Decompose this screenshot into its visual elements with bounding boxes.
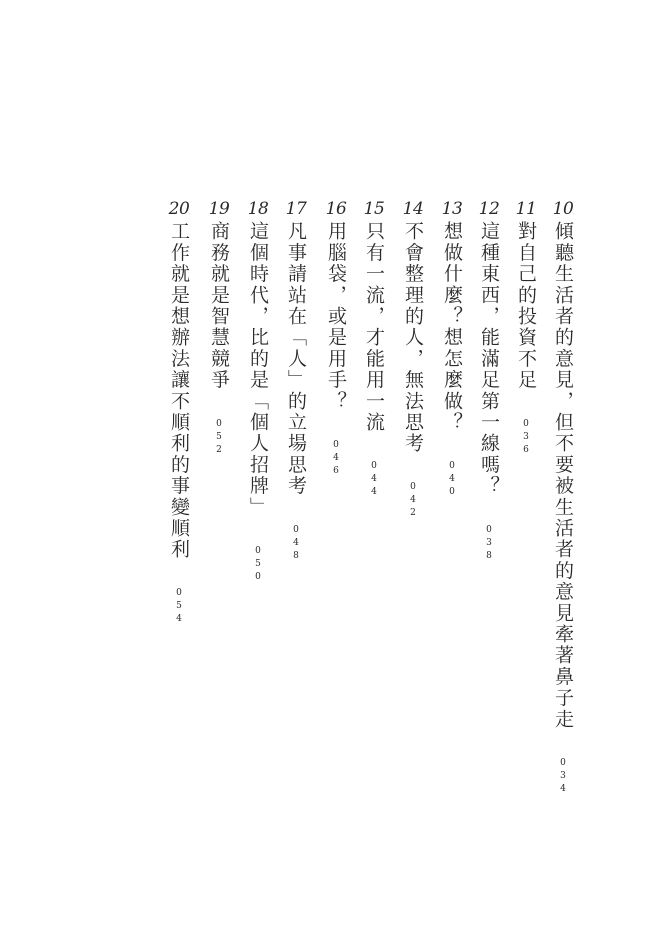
toc-entry-17 xyxy=(281,199,311,564)
entry-number: 15 xyxy=(363,199,385,219)
entry-title: 傾聽生活者的意見，但不要被生活者的意見牽著鼻子走 xyxy=(552,221,574,730)
entry-number: 14 xyxy=(402,199,424,219)
toc-entry-18 xyxy=(243,199,273,585)
entry-page-number: 046 xyxy=(331,439,341,479)
toc-entry-15 xyxy=(359,199,389,500)
entry-page-number: 048 xyxy=(291,524,301,564)
entry-number: 17 xyxy=(285,199,307,219)
toc-entry-13 xyxy=(437,199,467,500)
toc-entry-12 xyxy=(474,199,504,564)
entry-number: 20 xyxy=(168,199,190,219)
entry-number: 12 xyxy=(478,199,500,219)
entry-page-number: 036 xyxy=(521,418,531,458)
entry-title: 不會整理的人，無法思考 xyxy=(402,221,424,455)
entry-title: 用腦袋，或是用手？ xyxy=(325,221,347,412)
entry-title: 對自己的投資不足 xyxy=(515,221,537,391)
entry-page-number: 044 xyxy=(369,461,379,500)
toc-entry-10 xyxy=(548,199,578,797)
entry-number: 10 xyxy=(552,199,574,219)
entry-title: 凡事請站在「人」的立場思考 xyxy=(285,221,307,497)
toc-entry-20 xyxy=(164,199,194,627)
entry-page-number: 042 xyxy=(408,482,418,522)
entry-number: 16 xyxy=(325,199,347,219)
entry-title: 這種東西，能滿足第一線嗎？ xyxy=(478,221,500,497)
entry-title: 工作就是想辦法讓不順利的事變順利 xyxy=(168,221,190,561)
entry-page-number: 054 xyxy=(174,588,184,628)
entry-title: 只有一流，才能用一流 xyxy=(363,221,385,433)
toc-entry-16 xyxy=(321,199,351,479)
entry-page-number: 038 xyxy=(484,524,494,564)
toc-entry-19 xyxy=(204,199,234,458)
toc-entry-11 xyxy=(511,199,541,458)
entry-page-number: 052 xyxy=(214,418,224,458)
entry-page-number: 040 xyxy=(447,461,457,500)
entry-title: 商務就是智慧競爭 xyxy=(208,221,230,391)
entry-page-number: 050 xyxy=(253,545,263,585)
toc-entry-14 xyxy=(398,199,428,521)
entry-number: 18 xyxy=(247,199,269,219)
entry-title: 想做什麼？想怎麼做？ xyxy=(441,221,463,433)
entry-number: 11 xyxy=(515,199,537,219)
entry-number: 19 xyxy=(208,199,230,219)
entry-number: 13 xyxy=(441,199,463,219)
entry-page-number: 034 xyxy=(558,757,568,797)
entry-title: 這個時代，比的是「個人招牌」 xyxy=(247,221,269,518)
